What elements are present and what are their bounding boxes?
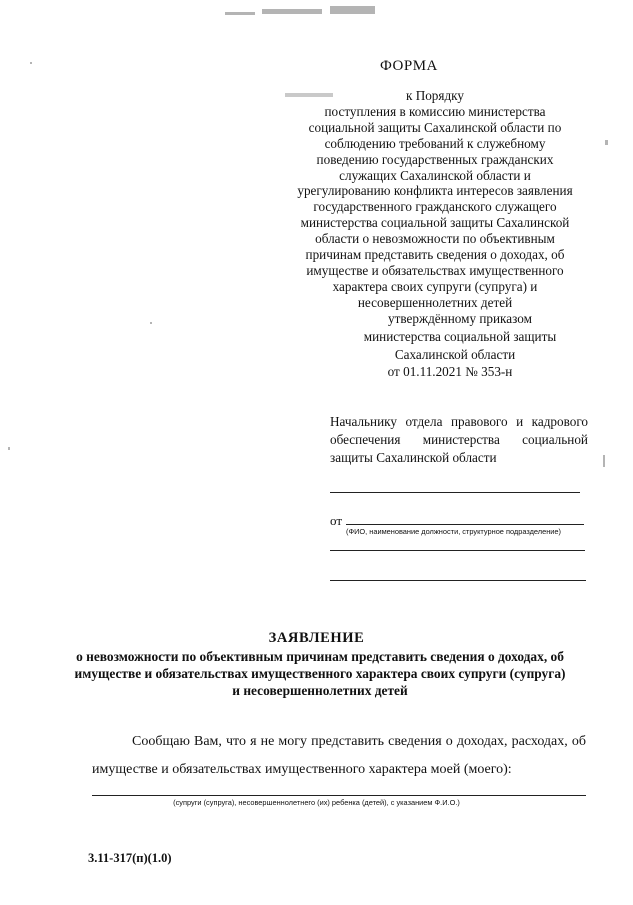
from-label: от [330,513,343,528]
document-code: 3.11-317(п)(1.0) [88,851,172,865]
preamble-line: министерства социальной защиты Сахалинской [300,215,570,231]
preamble-line: министерства социальной защиты [363,328,557,344]
preamble-line: причинам представить сведения о доходах, об [305,247,565,263]
from-blank-line-3[interactable] [330,580,586,581]
statement-body: Сообщаю Вам, что я не могу представить сведения о доходах, расходах, об имуществе и обязательствах имущественного характера моей (моего): [92,734,586,777]
from-blank-line[interactable] [346,524,584,525]
preamble-line: утверждённому приказом [388,310,532,326]
preamble-line: поступления в комиссию министерства [324,103,546,119]
from-field-caption: (ФИО, наименование должности, структурное подразделение) [346,527,561,536]
addressee-block: Начальнику отдела правового и кадрового обеспечения министерства социальной защиты Сахалинской области [330,414,588,465]
preamble-line: Сахалинской области [394,346,516,362]
preamble-line: соблюдению требований к служебному [324,135,546,151]
preamble-line: области о невозможности по объективным [315,231,555,247]
preamble-line: имуществе и обязательствах имущественного [306,262,564,278]
from-blank-line-2[interactable] [330,550,585,551]
approval-preamble [280,88,590,380]
preamble-line: социальной защиты Сахалинской области по [308,119,562,135]
form-label: ФОРМА [380,58,438,74]
preamble-line: урегулированию конфликта интересов заявления [297,183,573,199]
preamble-line: несовершеннолетних детей [357,294,513,310]
relatives-field-caption: (супруги (супруга), несовершеннолетнего (их) ребенка (детей), с указанием Ф.И.О.) [173,798,460,807]
relatives-blank-line[interactable] [92,795,586,796]
preamble-line: служащих Сахалинской области и [339,167,531,183]
approval-date-number: от 01.11.2021 № 353-н [387,364,513,380]
preamble-line: государственного гражданского служащего [313,199,557,215]
addressee-blank-line[interactable] [330,492,580,493]
document-subtitle: о невозможности по объективным причинам представить сведения о доходах, об имуществе и обязательствах имущественного характера своих супруги (супруга) и несовершеннолетних детей [74,649,566,698]
preamble-line: к Порядку [405,88,464,103]
document-title: ЗАЯВЛЕНИЕ [268,630,365,646]
preamble-line: поведению государственных гражданских [316,151,554,167]
preamble-line: характера своих супруги (супруга) и [332,278,538,294]
